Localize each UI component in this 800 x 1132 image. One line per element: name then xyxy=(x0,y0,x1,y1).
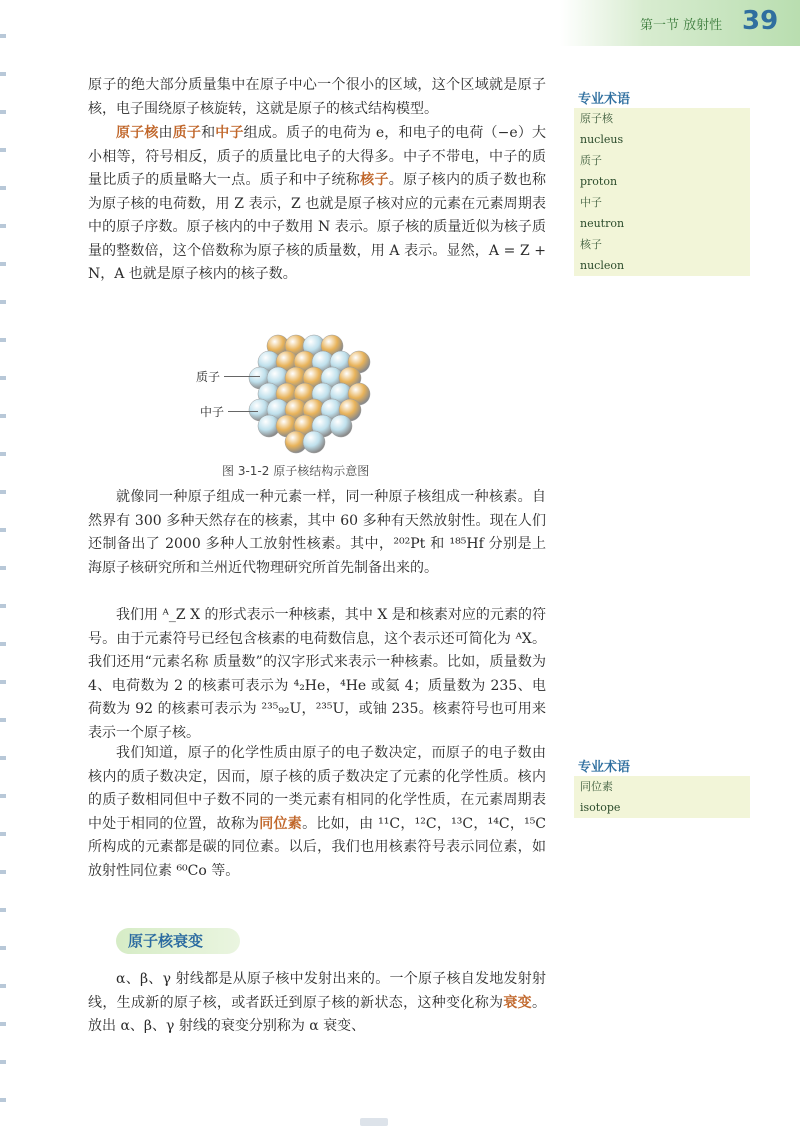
leader-line-proton xyxy=(224,376,260,377)
nucleus-diagram xyxy=(236,320,386,460)
neutron-sphere xyxy=(330,415,352,437)
term-en: nucleus xyxy=(580,133,624,146)
term-en: proton xyxy=(580,175,618,188)
page-edge-marks xyxy=(0,0,6,1132)
section-heading: 原子核衰变 xyxy=(116,928,240,954)
term-neutron: 中子 xyxy=(215,125,244,141)
footer-mark xyxy=(360,1118,388,1126)
leader-line-neutron xyxy=(228,411,258,412)
term-proton: 质子 xyxy=(172,125,202,141)
paragraph-4: 我们用 ᴬ_Z X 的形式表示一种核素，其中 X 是和核素对应的元素的符号。由于元素符号已经包含核素的电荷数信息，这个表示还可简化为 ᴬX。我们还用“元素名称 质量数”的汉字形式来表示一种核素。比如，质量数为 4、电荷数为 2 的核素可表示为 ⁴₂He，⁴He 或氦 4；质量数为 235、电荷数为 92 的核素可表示为 ²³⁵₉₂U，²³⁵U，或铀 235。核素符号也可用来表示一个原子核。 xyxy=(88,607,546,741)
paragraph-1: 原子的绝大部分质量集中在原子中心一个很小的区域，这个区域就是原子核，电子围绕原子核旋转，这就是原子的核式结构模型。 xyxy=(88,77,546,117)
term-nucleon: 核子 xyxy=(360,172,389,188)
term-en: nucleon xyxy=(580,259,625,272)
figure-label-proton: 质子 xyxy=(196,370,221,384)
page-number: 39 xyxy=(742,6,779,36)
term-en: neutron xyxy=(580,217,625,230)
term-zh: 同位素 xyxy=(580,780,613,793)
term-nucleus: 原子核 xyxy=(116,125,159,141)
figure-label-neutron: 中子 xyxy=(200,405,225,419)
term-zh: 原子核 xyxy=(580,112,613,125)
header-section-title: 第一节 放射性 xyxy=(640,18,723,33)
term-zh: 核子 xyxy=(580,238,602,251)
paragraph-6: α、β、γ 射线都是从原子核中发射出来的。一个原子核自发地发射射线，生成新的原子核，或者跃迁到原子核的新状态，这种变化称为衰变。放出 α、β、γ 射线的衰变分别称为 α 衰变、 xyxy=(88,971,547,1034)
term-en: isotope xyxy=(580,801,621,814)
paragraph-3: 就像同一种原子组成一种元素一样，同一种原子核组成一种核素。自然界有 300 多种天然存在的核素，其中 60 多种有天然放射性。现在人们还制备出了 2000 多种人工放射性核素。其中，²⁰²Pt 和 ¹⁸⁵Hf 分别是上海原子核研究所和兰州近代物理研究所首先制备出来的。 xyxy=(88,489,546,576)
term-decay: 衰变 xyxy=(503,994,533,1011)
paragraph-5: 我们知道，原子的化学性质由原子的电子数决定，而原子的电子数由核内的质子数决定，因而，原子核的质子数决定了元素的化学性质。核内的质子数相同但中子数不同的一类元素有相同的化学性质，在元素周期表中处于相同的位置，故称为同位素。比如，由 ¹¹C，¹²C，¹³C，¹⁴C，¹⁵C 所构成的元素都是碳的同位素。以后，我们也用核素符号表示同位素，如放射性同位素 ⁶⁰Co 等。 xyxy=(88,745,547,879)
sidebar-terms-box-2 xyxy=(574,776,750,818)
neutron-sphere xyxy=(303,431,325,453)
term-zh: 中子 xyxy=(580,196,602,209)
paragraph-2: 原子核由质子和中子组成。质子的电荷为 e，和电子的电荷（−e）大小相等，符号相反，质子的质量比电子的大得多。中子不带电，中子的质量比质子的质量略大一点。质子和中子统称核子。原子核内的质子数也称为原子核的电荷数，用 Z 表示，Z 也就是原子核对应的元素在元素周期表中的原子序数。原子核内的中子数用 N 表示。原子核的质量近似为核子质量的整数倍，这个倍数称为原子核的质量数，用 A 表示。显然，A = Z + N，A 也就是原子核内的核子数。 xyxy=(88,125,547,282)
sidebar-terms-box-1 xyxy=(574,108,750,276)
sidebar-title-1: 专业术语 xyxy=(578,92,631,107)
term-isotope: 同位素 xyxy=(259,815,303,832)
sidebar-title-2: 专业术语 xyxy=(578,760,631,775)
figure-caption: 图 3-1-2 原子核结构示意图 xyxy=(222,464,370,478)
term-zh: 质子 xyxy=(580,154,602,167)
